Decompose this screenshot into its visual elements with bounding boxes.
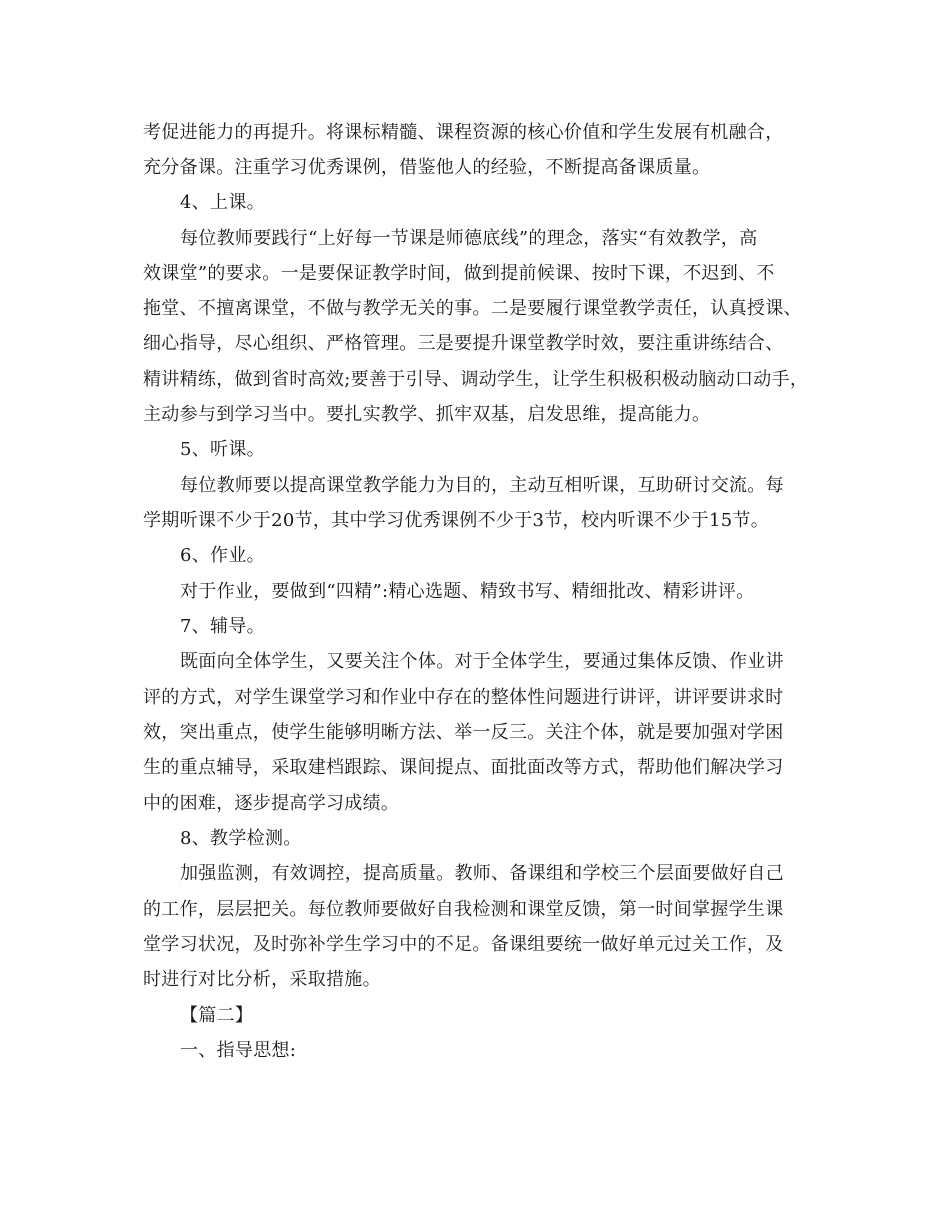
text-line: 堂学习状况，及时弥补学生学习中的不足。备课组要统一做好单元过关工作，及 — [143, 934, 784, 955]
text-line: 对于作业，要做到“四精”:精心选题、精致书写、精细批改、精彩讲评。 — [180, 581, 755, 602]
text-line: 中的困难，逐步提高学习成绩。 — [143, 793, 400, 814]
text-line: 加强监测，有效调控，提高质量。教师、备课组和学校三个层面要做好自己 — [180, 863, 784, 884]
text-line: 细心指导，尽心组织、严格管理。三是要提升课堂教学时效，要注重讲练结合、 — [143, 333, 784, 354]
section-heading: 8、教学检测。 — [180, 828, 302, 849]
text-line: 生的重点辅导，采取建档跟踪、课间提点、面批面改等方式，帮助他们解决学习 — [143, 757, 784, 778]
text-line: 主动参与到学习当中。要扎实教学、抓牢双基，启发思维，提高能力。 — [143, 404, 711, 425]
text-line: 考促进能力的再提升。将课标精髓、课程资源的核心价值和学生发展有机融合， — [143, 122, 784, 143]
section-heading: 5、听课。 — [180, 439, 265, 460]
section-heading: 7、辅导。 — [180, 616, 265, 637]
text-line: 效，突出重点，使学生能够明晰方法、举一反三。关注个体，就是要加强对学困 — [143, 722, 784, 743]
text-line: 时进行对比分析，采取措施。 — [143, 969, 381, 990]
part-heading: 【篇二】 — [180, 1005, 254, 1026]
text-line: 拖堂、不擅离课堂，不做与教学无关的事。二是要履行课堂教学责任，认真授课、 — [143, 298, 802, 319]
text-line: 的工作，层层把关。每位教师要做好自我检测和课堂反馈，第一时间掌握学生课 — [143, 899, 784, 920]
text-line: 效课堂”的要求。一是要保证教学时间，做到提前候课、按时下课，不迟到、不 — [143, 263, 775, 284]
section-heading: 4、上课。 — [180, 192, 265, 213]
text-line: 充分备课。注重学习优秀课例，借鉴他人的经验，不断提高备课质量。 — [143, 157, 711, 178]
text-line: 评的方式，对学生课堂学习和作业中存在的整体性问题进行讲评，讲评要讲求时 — [143, 687, 784, 708]
section-heading: 6、作业。 — [180, 545, 265, 566]
text-line: 既面向全体学生，又要关注个体。对于全体学生，要通过集体反馈、作业讲 — [180, 651, 784, 672]
text-line: 精讲精练，做到省时高效;要善于引导、调动学生，让学生积极积极动脑动口动手， — [143, 369, 809, 390]
section-heading: 一、指导思想: — [180, 1040, 297, 1061]
text-line: 学期听课不少于20节，其中学习优秀课例不少于3节，校内听课不少于15节。 — [143, 510, 770, 531]
text-line: 每位教师要践行“上好每一节课是师德底线”的理念，落实“有效教学，高 — [180, 228, 758, 249]
text-line: 每位教师要以提高课堂教学能力为目的，主动互相听课，互助研讨交流。每 — [180, 475, 784, 496]
